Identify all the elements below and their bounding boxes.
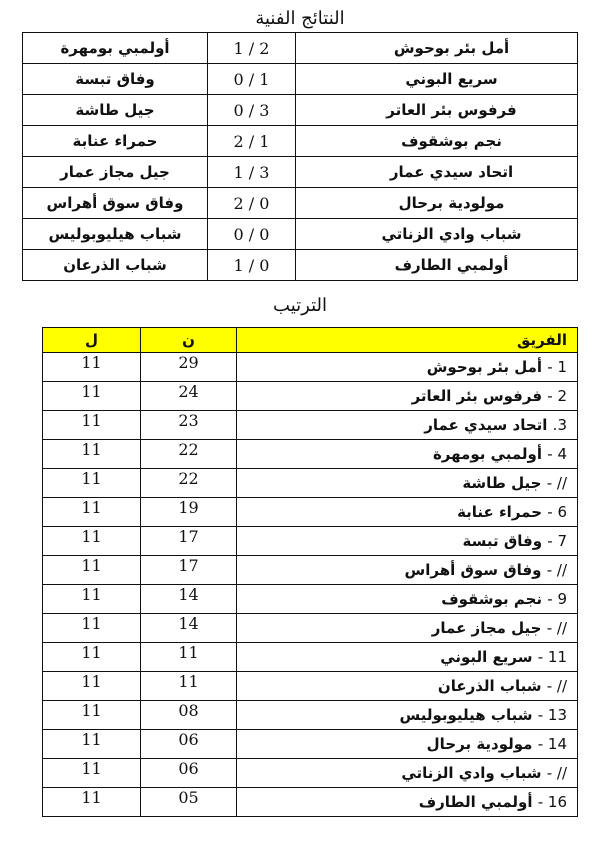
result-row xyxy=(23,250,578,281)
points-cell: 06 xyxy=(141,730,237,759)
team-cell xyxy=(237,469,578,498)
points-cell: 17 xyxy=(141,527,237,556)
points-cell: 05 xyxy=(141,788,237,817)
home-team: نجم بوشقوف xyxy=(296,126,578,157)
standings-row xyxy=(43,440,578,469)
team-cell xyxy=(237,759,578,788)
away-team: وفاق سوق أهراس xyxy=(23,188,208,219)
result-row xyxy=(23,188,578,219)
team-name: سريع البوني xyxy=(440,648,533,666)
standings-row xyxy=(43,730,578,759)
away-team: وفاق تبسة xyxy=(23,64,208,95)
team-name: اتحاد سيدي عمار xyxy=(424,416,548,434)
played-cell: 11 xyxy=(43,353,141,382)
team-name: أمل بئر بوحوش xyxy=(426,358,543,376)
standings-title: الترتيب xyxy=(273,295,327,316)
rank-label: 4 - xyxy=(547,445,567,463)
points-cell: 19 xyxy=(141,498,237,527)
points-cell: 29 xyxy=(141,353,237,382)
team-name: نجم بوشقوف xyxy=(441,590,543,608)
standings-row xyxy=(43,382,578,411)
standings-row xyxy=(43,759,578,788)
match-score: 2 / 0 xyxy=(208,188,296,219)
away-team: شباب الذرعان xyxy=(23,250,208,281)
team-name: جيل مجاز عمار xyxy=(431,619,542,637)
played-cell: 11 xyxy=(43,585,141,614)
header-team: الفريق xyxy=(237,328,578,353)
points-cell: 22 xyxy=(141,469,237,498)
team-cell xyxy=(237,498,578,527)
home-team: شباب وادي الزناتي xyxy=(296,219,578,250)
team-cell xyxy=(237,643,578,672)
team-name: أولمبي الطارف xyxy=(418,793,533,811)
home-team: فرفوس بئر العاتر xyxy=(296,95,578,126)
result-row xyxy=(23,126,578,157)
result-row xyxy=(23,33,578,64)
points-cell: 11 xyxy=(141,672,237,701)
home-team: أولمبي الطارف xyxy=(296,250,578,281)
standings-row xyxy=(43,556,578,585)
played-cell: 11 xyxy=(43,701,141,730)
team-cell xyxy=(237,672,578,701)
team-cell xyxy=(237,730,578,759)
points-cell: 24 xyxy=(141,382,237,411)
rank-label: // - xyxy=(546,619,567,637)
result-row xyxy=(23,95,578,126)
standings-table xyxy=(42,327,578,817)
rank-label: 6 - xyxy=(547,503,567,521)
match-score: 0 / 0 xyxy=(208,219,296,250)
rank-label: 11 - xyxy=(537,648,567,666)
standings-row xyxy=(43,411,578,440)
standings-row xyxy=(43,701,578,730)
points-cell: 08 xyxy=(141,701,237,730)
points-cell: 14 xyxy=(141,585,237,614)
home-team: سريع البوني xyxy=(296,64,578,95)
points-cell: 11 xyxy=(141,643,237,672)
team-cell xyxy=(237,353,578,382)
results-table xyxy=(22,32,578,281)
played-cell: 11 xyxy=(43,556,141,585)
away-team: شباب هيليوبوليس xyxy=(23,219,208,250)
rank-label: // - xyxy=(546,561,567,579)
match-score: 1 / 0 xyxy=(208,250,296,281)
match-score: 2 / 1 xyxy=(208,126,296,157)
standings-row xyxy=(43,353,578,382)
results-title: النتائج الفنية xyxy=(255,8,345,29)
rank-label: 1 - xyxy=(547,358,567,376)
standings-row xyxy=(43,469,578,498)
played-cell: 11 xyxy=(43,382,141,411)
rank-label: 7 - xyxy=(547,532,567,550)
team-cell xyxy=(237,585,578,614)
team-name: وفاق سوق أهراس xyxy=(404,561,542,579)
team-cell xyxy=(237,701,578,730)
home-team: مولودية برحال xyxy=(296,188,578,219)
standings-body xyxy=(43,353,578,817)
team-cell xyxy=(237,411,578,440)
rank-label: // - xyxy=(546,764,567,782)
team-name: مولودية برحال xyxy=(426,735,533,753)
standings-row xyxy=(43,788,578,817)
standings-row xyxy=(43,614,578,643)
team-cell xyxy=(237,440,578,469)
points-cell: 17 xyxy=(141,556,237,585)
rank-label: // - xyxy=(546,677,567,695)
team-name: فرفوس بئر العاتر xyxy=(411,387,543,405)
played-cell: 11 xyxy=(43,498,141,527)
played-cell: 11 xyxy=(43,672,141,701)
played-cell: 11 xyxy=(43,759,141,788)
team-name: وفاق تبسة xyxy=(462,532,543,550)
played-cell: 11 xyxy=(43,527,141,556)
home-team: أمل بئر بوحوش xyxy=(296,33,578,64)
team-name: أولمبي بومهرة xyxy=(432,445,543,463)
rank-label: 2 - xyxy=(547,387,567,405)
points-cell: 14 xyxy=(141,614,237,643)
team-name: شباب الذرعان xyxy=(437,677,542,695)
home-team: اتحاد سيدي عمار xyxy=(296,157,578,188)
result-row xyxy=(23,157,578,188)
match-score: 0 / 3 xyxy=(208,95,296,126)
played-cell: 11 xyxy=(43,614,141,643)
results-body xyxy=(23,33,578,281)
team-name: جيل طاشة xyxy=(462,474,542,492)
standings-row xyxy=(43,643,578,672)
played-cell: 11 xyxy=(43,469,141,498)
away-team: جيل طاشة xyxy=(23,95,208,126)
away-team: حمراء عنابة xyxy=(23,126,208,157)
away-team: جيل مجاز عمار xyxy=(23,157,208,188)
header-played: ل xyxy=(43,328,141,353)
team-cell xyxy=(237,556,578,585)
points-cell: 22 xyxy=(141,440,237,469)
standings-row xyxy=(43,585,578,614)
points-cell: 06 xyxy=(141,759,237,788)
match-score: 1 / 2 xyxy=(208,33,296,64)
played-cell: 11 xyxy=(43,440,141,469)
team-name: شباب وادي الزناتي xyxy=(401,764,542,782)
standings-header-row xyxy=(43,328,578,353)
rank-label: 13 - xyxy=(537,706,567,724)
team-name: شباب هيليوبوليس xyxy=(399,706,533,724)
team-cell xyxy=(237,614,578,643)
rank-label: 9 - xyxy=(547,590,567,608)
result-row xyxy=(23,64,578,95)
team-cell xyxy=(237,382,578,411)
rank-label: 14 - xyxy=(537,735,567,753)
played-cell: 11 xyxy=(43,788,141,817)
away-team: أولمبي بومهرة xyxy=(23,33,208,64)
team-name: حمراء عنابة xyxy=(457,503,543,521)
rank-label: 3. xyxy=(552,416,567,434)
standings-row xyxy=(43,672,578,701)
match-score: 1 / 3 xyxy=(208,157,296,188)
result-row xyxy=(23,219,578,250)
standings-row xyxy=(43,498,578,527)
rank-label: // - xyxy=(546,474,567,492)
header-points: ن xyxy=(141,328,237,353)
played-cell: 11 xyxy=(43,643,141,672)
standings-row xyxy=(43,527,578,556)
played-cell: 11 xyxy=(43,411,141,440)
rank-label: 16 - xyxy=(537,793,567,811)
team-cell xyxy=(237,527,578,556)
points-cell: 23 xyxy=(141,411,237,440)
team-cell xyxy=(237,788,578,817)
match-score: 0 / 1 xyxy=(208,64,296,95)
played-cell: 11 xyxy=(43,730,141,759)
